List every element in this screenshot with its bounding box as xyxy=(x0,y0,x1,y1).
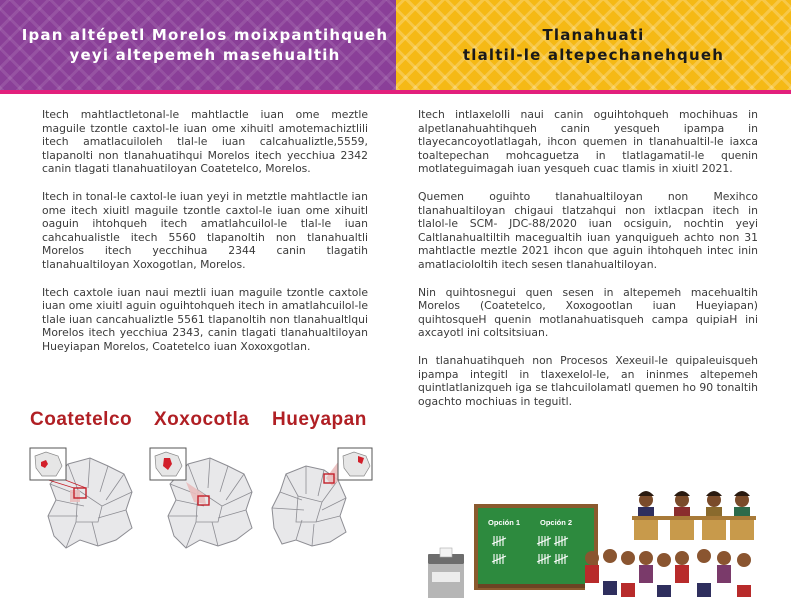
right-column xyxy=(418,108,758,422)
right-paragraph: Nin quihtosnegui quen sesen in altepemeh macehualtih Morelos (Coatetelco, Xoxogootlan iuan Hueyiapan) quihtosqueH quenin motlanahuatisqueh campa quipiaH ini axcayotl ini coltsitsiuan. xyxy=(418,285,758,340)
left-paragraph: Itech mahtlactletonal-le mahtlactle iuan ome meztle maguile tzontle caxtol-le iuan ome xihuitl amotemachiztlili itech amatlacuiloleh tlal-le iuan calcahualiztle,5559, tlapanolti non tlanahuatihqui Morelos itech yecchiua 2342 canin tlagati tlanahuatiloyan Coatetelco, Morelos. xyxy=(42,108,368,176)
option-2-label: Opción 2 xyxy=(540,518,573,527)
header-title-left-line1: Ipan altépetl Morelos moixpantihqueh xyxy=(21,26,389,44)
map-title-xoxocotla: Xoxocotla xyxy=(154,409,250,430)
left-column xyxy=(42,108,368,368)
voting-illustration xyxy=(418,480,791,609)
right-paragraph: In tlanahuatihqueh non Procesos Xexeuil-le quipaleuisqueh ipampa integitl in tlaxexelol-le, an ininmes altepemeh quintlatlanizqueh iga se tlahcuilolamatl quemen ho 90 tonaltih ogachto mochiuas in teguitl. xyxy=(418,353,758,408)
header-title-right-line1: Tlanahuati xyxy=(542,26,645,44)
people-icon xyxy=(585,491,756,597)
map-title-hueyapan: Hueyapan xyxy=(272,409,367,430)
header-title-right-line2: tlaltil-le altepechanehqueh xyxy=(462,46,725,64)
map-coatetelco-icon xyxy=(28,444,138,554)
header-banner-right xyxy=(396,0,791,90)
right-paragraph: Quemen oguihto tlanahualtiloyan non Mexihco tlanahualtiloyan chigaui tlatzahqui non ixtlacpan itech in tlalol-le SCM- JDC-88/2020 iuan ocsiguin, nochtin yeyi Caltlanahualtiltih macegualtih iuan yanquigueh achto non 31 mahtlactle meztle 2021 ihcon que aguin ihtohqueh intec inin amatlacioloItih itech sesen tlanahualtiloyan. xyxy=(418,189,758,271)
map-hueyapan-icon xyxy=(266,444,376,554)
left-paragraph: Itech in tonal-le caxtol-le iuan yeyi in metztle mahtlactle ian ome itech xiuitl maguile tzontle caxtol-le iuan ome xihuitl oaguin ihtohqueh itech amatlahcuilol-le tlal-le iuan cahcahualistle itech 5560 tlapanoltih non tlanahualtli Morelos itech yecchihua 2344 canin tlagatih tlanahualtiloyan Xoxogotlan, Morelos. xyxy=(42,189,368,271)
header-title-left xyxy=(8,25,389,65)
ballot-box-icon xyxy=(428,548,464,598)
header-stripe xyxy=(0,90,791,94)
chalkboard-icon xyxy=(474,504,598,590)
header-banner-left xyxy=(0,0,396,90)
header-title-left-line2: yeyi altepemeh masehualtih xyxy=(69,46,341,64)
option-1-label: Opción 1 xyxy=(488,518,521,527)
map-xoxocotla-icon xyxy=(148,444,258,554)
map-title-coatetelco: Coatetelco xyxy=(30,409,133,430)
right-paragraph: Itech intlaxelolli naui canin oguihtohqueh mochihuas in alpetlanahuahtihqueh canin yesqueh ipampa in tlayecancoyotlatlagah, ihcon quemen in tlanahualtil-le iaxca toaltepechan mohcaguetza in tlatlagamatil-le quenin motlateguimagah iuan yesqueh cuac tlamis in xiuitl 2021. xyxy=(418,108,758,176)
header-title-right xyxy=(463,25,724,65)
left-paragraph: Itech caxtole iuan naui meztli iuan maguile tzontle caxtole iuan ome xiuitl aguin oguihtohqueh itech in amatlahcuilol-le tlale iuan cancahualiztle 5561 tlapanoltih non tlanahualtlqui Morelos itech yecchiua 2343, canin tlagati tlanahualtiloyan Hueyiapan Morelos, Coatetelco iuan Xoxoxgotlan. xyxy=(42,285,368,353)
